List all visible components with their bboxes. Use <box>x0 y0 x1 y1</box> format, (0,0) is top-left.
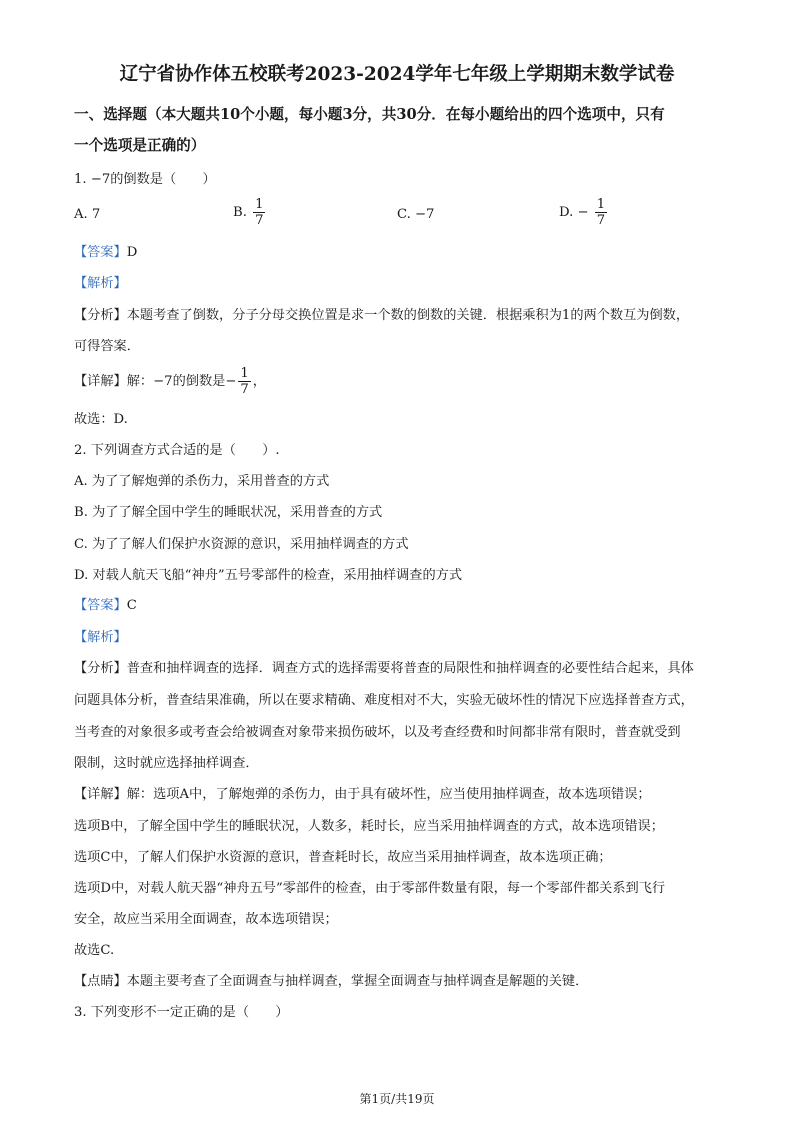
q1-option-d-fraction <box>595 197 607 228</box>
q2-option-c: C. 为了了解人们保护水资源的意识，采用抽样调查的方式 <box>74 537 409 552</box>
q2-fenxi-line1 <box>74 660 694 678</box>
q2-fenxi-line2: 问题具体分析，普查结果准确，所以在要求精确、难度相对不大，实验无破坏性的情况下应选择普查方式， <box>74 693 694 708</box>
section-heading-line1: 一、选择题（本大题共10个小题，每小题3分，共30分．在每小题给出的四个选项中，只有 <box>74 106 665 123</box>
fenxi-text: 普查和抽样调查的选择．调查方式的选择需要将普查的局限性和抽样调查的必要性结合起来，具体 <box>126 661 694 676</box>
q2-detail-line3: 选项C中，了解人们保护水资源的意识，普查耗时长，故应当采用抽样调查，故本选项正确； <box>74 850 612 865</box>
fenxi-tag: 【分析】 <box>74 308 127 323</box>
q1-analysis-tag: 【解析】 <box>74 276 127 291</box>
q1-answer <box>74 244 137 262</box>
detail-text: 解：选项A中，了解炮弹的杀伤力，由于具有破坏性，应当使用抽样调查，故本选项错误； <box>126 787 651 802</box>
fraction-denominator: 7 <box>255 213 264 228</box>
detail-text: 解：−7的倒数是− <box>126 374 237 389</box>
q2-answer <box>74 597 137 615</box>
q2-dianjing <box>74 973 588 991</box>
document-title: 辽宁省协作体五校联考2023-2024学年七年级上学期期末数学试卷 <box>119 64 675 85</box>
fraction-denominator: 7 <box>240 382 249 397</box>
q2-detail-line1 <box>74 786 651 804</box>
fraction-denominator: 7 <box>596 213 606 228</box>
q1-option-d <box>559 197 609 228</box>
q1-option-c: C. −7 <box>397 207 435 222</box>
q2-detail-line2: 选项B中，了解全国中学生的睡眠状况，人数多，耗时长，应当采用抽样调查的方式，故本选项错误； <box>74 819 664 834</box>
q1-option-a: A. 7 <box>74 207 101 222</box>
q2-fenxi-line4: 限制，这时就应选择抽样调查． <box>74 756 259 771</box>
q2-option-a: A. 为了了解炮弹的杀伤力，采用普查的方式 <box>74 474 330 489</box>
q2-detail-line5: 安全，故应当采用全面调查，故本选项错误； <box>74 912 338 927</box>
q1-option-b-label: B. <box>233 205 247 220</box>
dianjing-text: 本题主要考查了全面调查与抽样调查，掌握全面调查与抽样调查是解题的关键． <box>126 974 589 989</box>
answer-value: C <box>126 598 137 613</box>
q2-option-b: B. 为了了解全国中学生的睡眠状况，采用普查的方式 <box>74 505 383 520</box>
fraction-numerator: 1 <box>596 197 606 212</box>
answer-tag: 【答案】 <box>74 598 127 613</box>
fraction-numerator: 1 <box>255 197 264 212</box>
q1-detail-fraction <box>238 366 250 397</box>
q1-fenxi-line1 <box>74 307 689 325</box>
fraction-numerator: 1 <box>240 366 249 381</box>
detail-tag: 【详解】 <box>74 374 127 389</box>
page-footer: 第1页/共19页 <box>359 1092 435 1106</box>
q1-fenxi-line2: 可得答案． <box>74 339 140 354</box>
dianjing-tag: 【点睛】 <box>74 974 127 989</box>
q3-stem: 3. 下列变形不一定正确的是（ ） <box>74 1005 289 1020</box>
q2-stem: 2. 下列调查方式合适的是（ ）. <box>74 443 280 458</box>
fenxi-tag: 【分析】 <box>74 661 127 676</box>
section-heading-line2: 一个选项是正确的） <box>74 137 206 154</box>
q1-option-d-label: D. − <box>559 205 589 220</box>
q1-option-b <box>233 197 267 228</box>
q2-detail-line4: 选项D中，对载人航天器“神舟五号”零部件的检查，由于零部件数量有限，每一个零部件都关系到飞行 <box>74 881 666 896</box>
detail-tag: 【详解】 <box>74 787 127 802</box>
answer-value: D <box>126 245 138 260</box>
q2-option-d: D. 对载人航天飞船“神舟”五号零部件的检查，采用抽样调查的方式 <box>74 568 463 583</box>
q2-analysis-tag: 【解析】 <box>74 630 127 645</box>
detail-punct: ， <box>252 374 266 389</box>
q1-detail <box>74 366 266 397</box>
q2-choose: 故选C. <box>74 943 115 958</box>
answer-tag: 【答案】 <box>74 245 127 260</box>
fenxi-text: 本题考查了倒数，分子分母交换位置是求一个数的倒数的关键．根据乘积为1的两个数互为倒数， <box>126 308 690 323</box>
q1-option-b-fraction <box>253 197 265 228</box>
q2-fenxi-line3: 当考查的对象很多或考查会给被调查对象带来损伤破坏，以及考查经费和时间都非常有限时，普查就受到 <box>74 725 681 740</box>
q1-stem: 1. −7的倒数是（ ） <box>74 172 216 187</box>
q1-choose: 故选：D. <box>74 412 128 427</box>
